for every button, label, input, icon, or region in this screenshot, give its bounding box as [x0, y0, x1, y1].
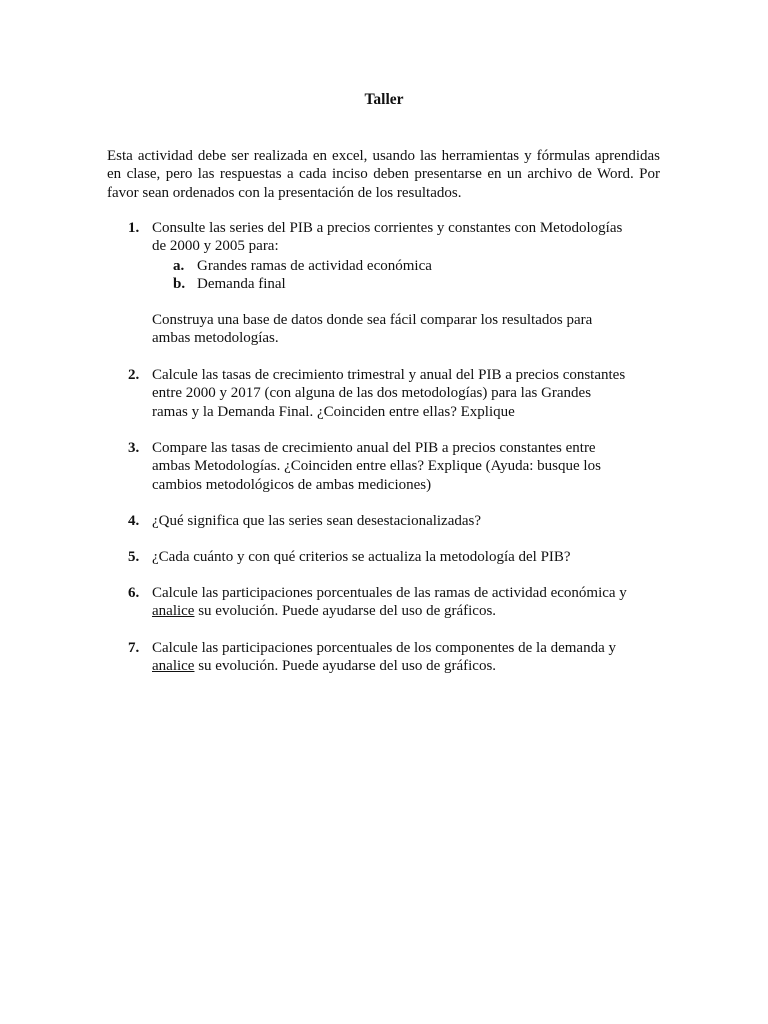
- question-number: 2.: [128, 367, 140, 383]
- underlined-word: analice: [152, 603, 195, 620]
- sub-item-text: Grandes ramas de actividad económica: [197, 258, 432, 274]
- question-text: [152, 219, 662, 256]
- sub-item-text: Demanda final: [197, 276, 286, 292]
- question-text: [152, 548, 662, 566]
- question-number: 7.: [128, 640, 140, 656]
- intro-paragraph: Esta actividad debe ser realizada en excel, usando las herramientas y fórmulas aprendidas en clase, pero las respuestas a cada inciso deben presentarse en un archivo de Word. Por favor sean ordenados con la presentación de los resultados.: [107, 148, 660, 201]
- question-line: [152, 657, 662, 675]
- question-text: [152, 512, 662, 530]
- question-line: Calcule las participaciones porcentuales de las ramas de actividad económica y: [152, 585, 627, 601]
- question-line: Consulte las series del PIB a precios corrientes y constantes con Metodologías: [152, 220, 623, 236]
- question-text: [152, 439, 662, 494]
- question-text: [152, 639, 662, 676]
- question-line: Construya una base de datos donde sea fácil comparar los resultados para: [152, 312, 593, 328]
- question-line: de 2000 y 2005 para:: [152, 238, 279, 255]
- followup-text: [152, 311, 662, 348]
- question-line: ambas Metodologías. ¿Coinciden entre ellas? Explique (Ayuda: busque los: [152, 458, 601, 475]
- question-line: ambas metodologías.: [152, 330, 279, 347]
- question-line: cambios metodológicos de ambas mediciones): [152, 476, 432, 493]
- question-line: [152, 602, 662, 620]
- question-line: Calcule las participaciones porcentuales de los componentes de la demanda y: [152, 640, 616, 656]
- question-text: [152, 366, 662, 421]
- underlined-word: analice: [152, 658, 195, 675]
- question-number: 6.: [128, 585, 140, 601]
- question-line: ¿Cada cuánto y con qué criterios se actualiza la metodología del PIB?: [152, 549, 571, 565]
- question-line-rest: su evolución. Puede ayudarse del uso de gráficos.: [194, 603, 497, 620]
- question-number: 4.: [128, 513, 140, 529]
- question-line: ramas y la Demanda Final. ¿Coinciden entre ellas? Explique: [152, 403, 515, 420]
- sub-item-letter: b.: [173, 276, 186, 292]
- question-line: entre 2000 y 2017 (con alguna de las dos metodologías) para las Grandes: [152, 385, 592, 402]
- page-title: Taller: [364, 91, 404, 108]
- question-number: 3.: [128, 440, 140, 456]
- question-line-rest: su evolución. Puede ayudarse del uso de gráficos.: [194, 658, 497, 675]
- question-line: Calcule las tasas de crecimiento trimestral y anual del PIB a precios constantes: [152, 367, 626, 383]
- question-line: ¿Qué significa que las series sean desestacionalizadas?: [152, 513, 482, 529]
- question-text: [152, 584, 662, 621]
- sub-item-letter: a.: [173, 258, 185, 274]
- question-line: Compare las tasas de crecimiento anual del PIB a precios constantes entre: [152, 440, 596, 456]
- question-number: 5.: [128, 549, 140, 565]
- question-number: 1.: [128, 220, 140, 236]
